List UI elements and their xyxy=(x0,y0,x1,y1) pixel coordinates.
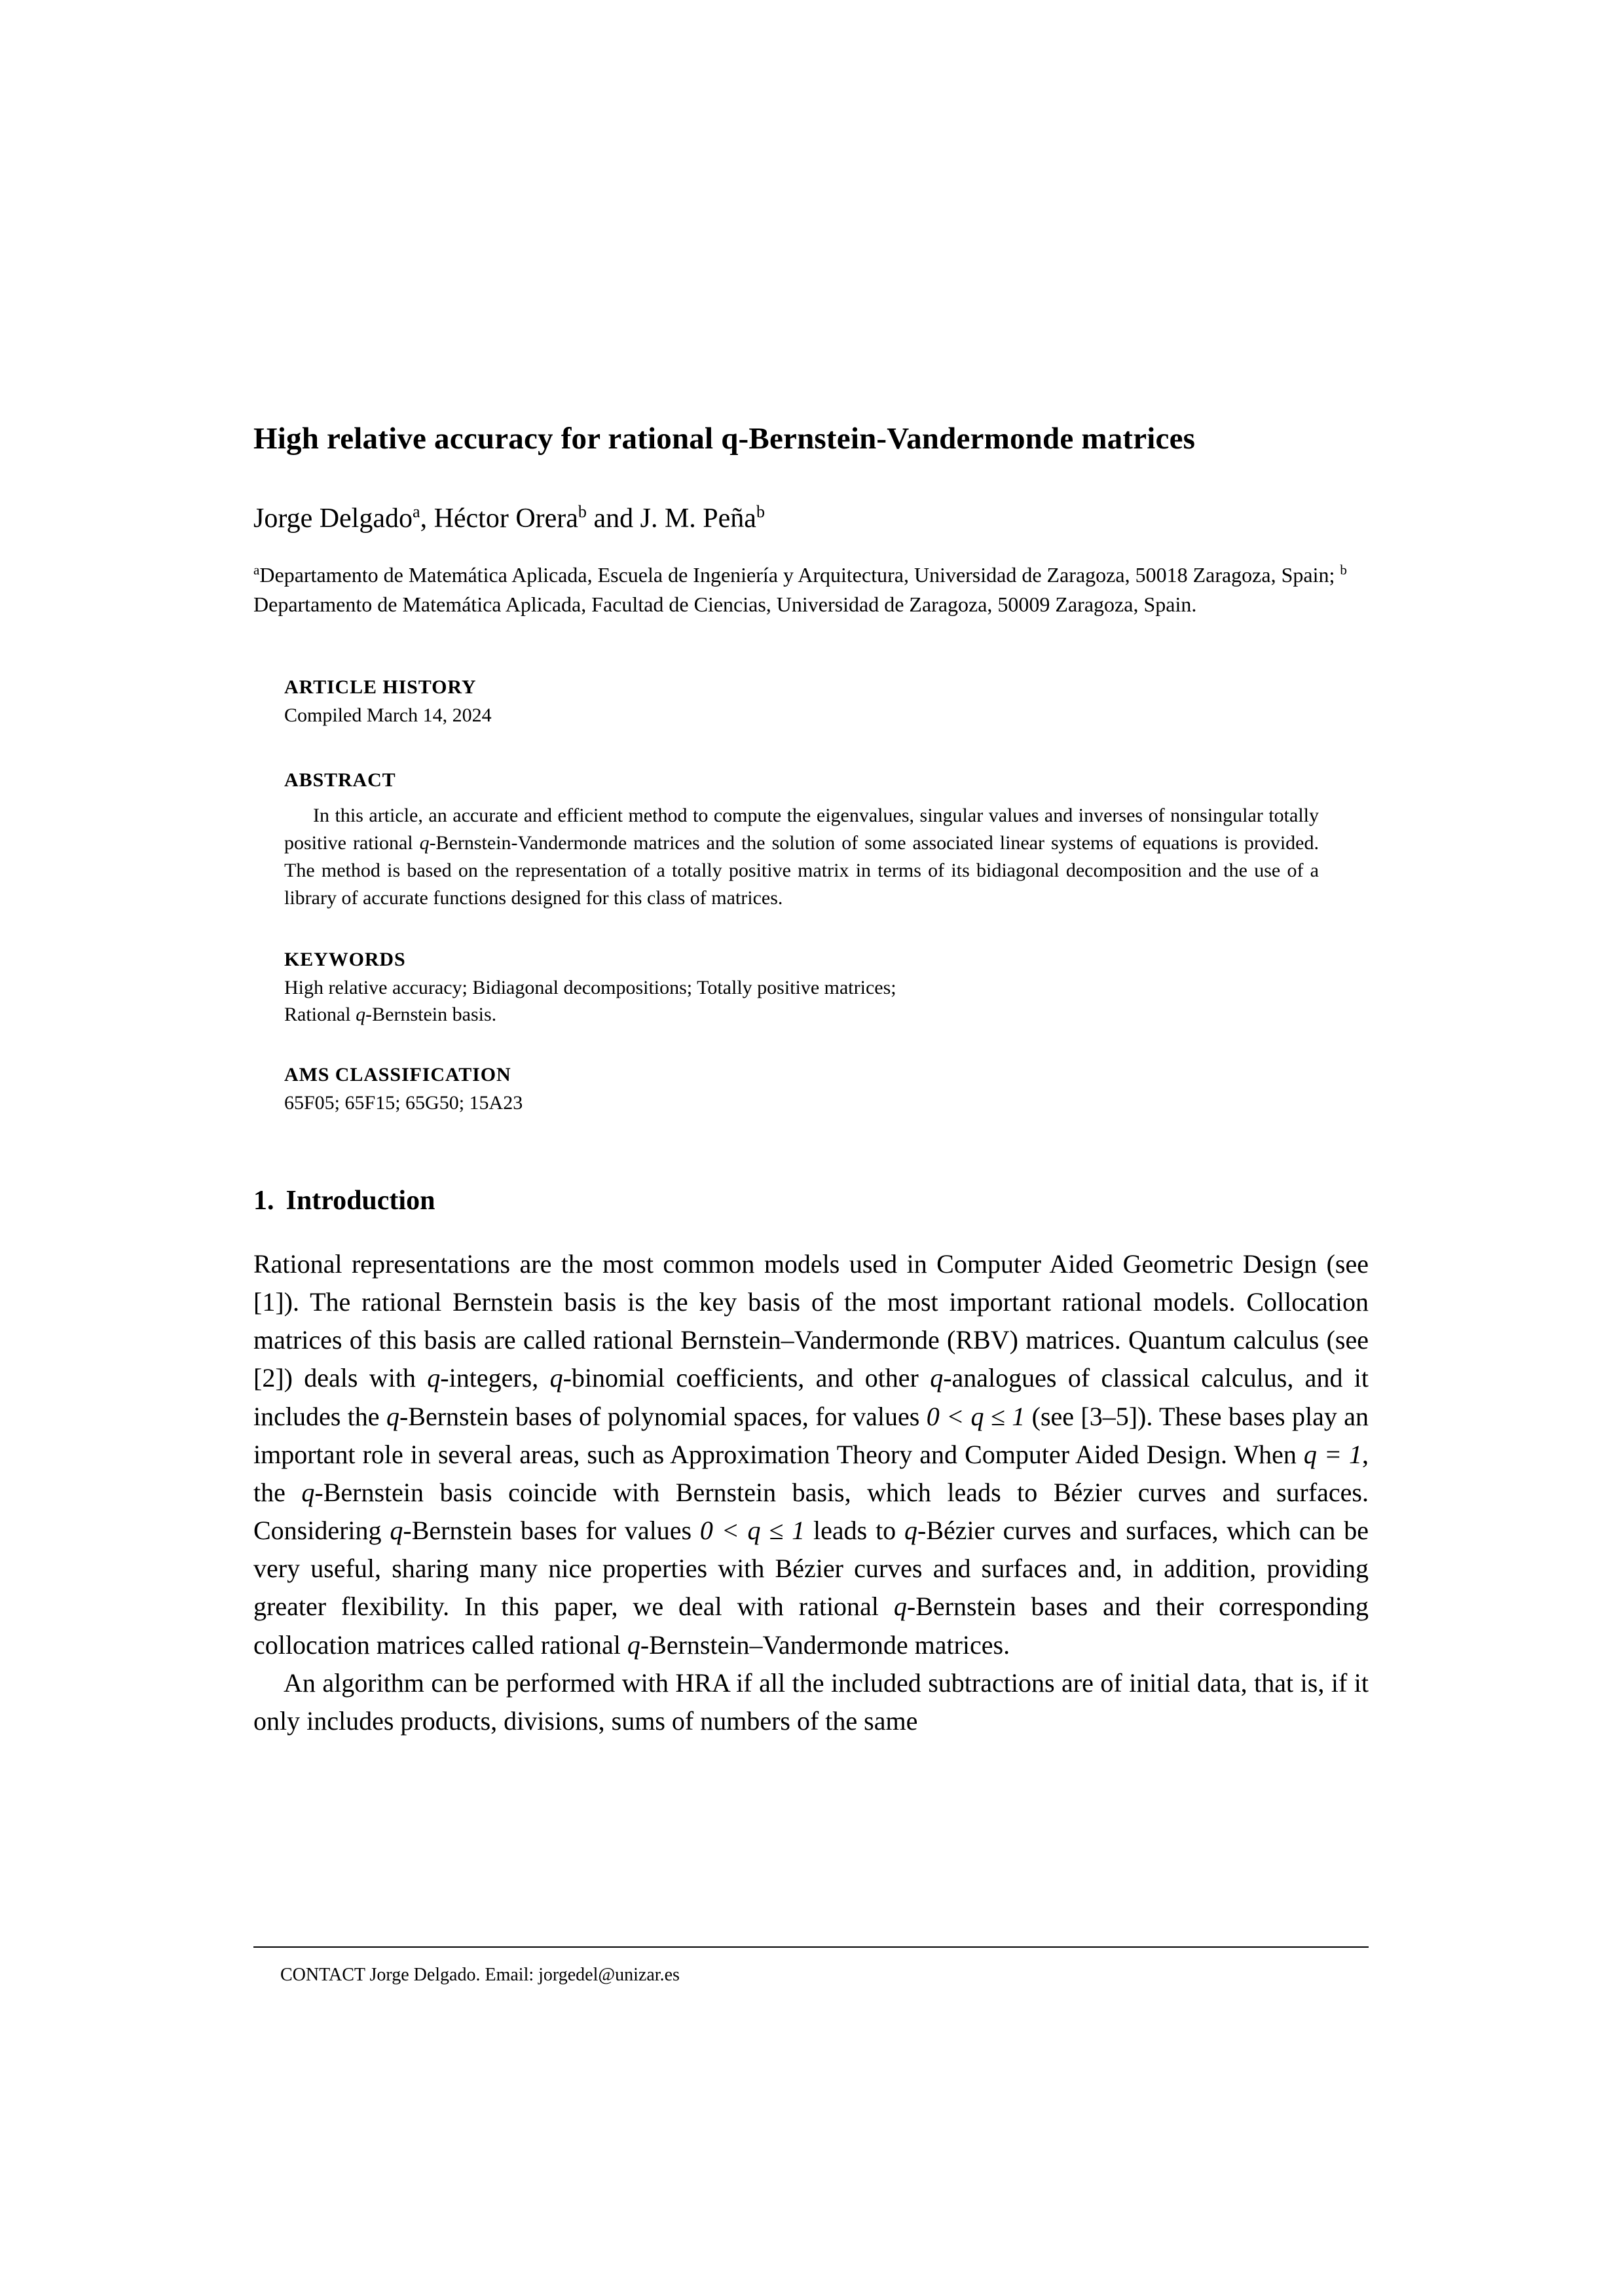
math-q-5: q xyxy=(301,1477,315,1507)
contact-label: CONTACT xyxy=(280,1965,365,1985)
section-heading-introduction xyxy=(253,1185,1369,1216)
keywords-heading: KEYWORDS xyxy=(284,949,406,971)
footnote-divider xyxy=(253,1946,1369,1948)
intro-p1-s4: -analogues of classical calculus, and it includes the xyxy=(253,1363,1369,1431)
author-3-name: J. M. Peña xyxy=(640,503,756,534)
affiliation-a-text: Departamento de Matemática Aplicada, Escuela de Ingeniería y Arquitectura, Universidad de Zaragoza, 50018 Zaragoza, Spain; xyxy=(259,562,1335,587)
contact-details: Jorge Delgado. Email: jorgedel@unizar.es xyxy=(365,1965,680,1985)
author-list xyxy=(253,501,1369,537)
math-q-7: q xyxy=(904,1516,918,1546)
math-equation-q-equals-1: q = 1 xyxy=(1303,1439,1362,1469)
keywords-line-2-pre: Rational xyxy=(284,1004,356,1026)
abstract-paragraph xyxy=(284,802,1319,912)
paper-content xyxy=(253,419,1369,1740)
intro-p1-s8: -Bernstein basis coincide with Bernstein basis, which leads to Bézier curves and surfaces. Considering xyxy=(253,1477,1369,1546)
math-q-3: q xyxy=(930,1363,944,1393)
math-q-keywords: q xyxy=(356,1004,366,1026)
author-separator-1: , xyxy=(420,503,434,534)
affiliation-b-mark: b xyxy=(1340,562,1347,578)
intro-p1-s6: (see [3–5]). These bases play an important role in several areas, such as Approximation Theory and Computer Aided Design. When xyxy=(253,1401,1369,1469)
keywords-line-1: High relative accuracy; Bidiagonal decompositions; Totally positive matrices; xyxy=(284,977,896,999)
math-q-8: q xyxy=(893,1592,907,1622)
author-1-affil-mark: a xyxy=(413,502,420,522)
affiliation-b-text: Departamento de Matemática Aplicada, Facultad de Ciencias, Universidad de Zaragoza, 50009 Zaragoza, Spain. xyxy=(253,592,1197,617)
intro-p1-s2: -integers, xyxy=(440,1363,550,1393)
intro-p1-s3: -binomial coefficients, and other xyxy=(563,1363,931,1393)
intro-p1-s13: -Bernstein–Vandermonde matrices. xyxy=(640,1630,1010,1660)
intro-p1-s11: -Bézier curves and surfaces, which can be very useful, sharing many nice properties with Bézier curves and surfaces and, in addition, providing greater flexibility. In this paper, we deal with rational xyxy=(253,1516,1369,1622)
abstract-part-1: In this article, an accurate and efficient method to compute the eigenvalues, singular values and inverses of nonsingular totally positive rational xyxy=(284,805,1319,854)
author-2-affil-mark: b xyxy=(578,502,587,522)
introduction-body xyxy=(253,1245,1369,1740)
affiliation-a-mark: a xyxy=(253,562,260,578)
contact-footnote xyxy=(280,1963,1367,1987)
intro-p1-s7: , the xyxy=(253,1439,1369,1507)
introduction-paragraph-1 xyxy=(253,1245,1369,1664)
section-title: Introduction xyxy=(286,1185,435,1216)
ams-classification-heading: AMS CLASSIFICATION xyxy=(284,1063,511,1085)
ams-classification-codes: 65F05; 65F15; 65G50; 15A23 xyxy=(284,1091,523,1114)
abstract-part-2: -Bernstein-Vandermonde matrices and the solution of some associated linear systems of equations is provided. The method is based on the representation of a totally positive matrix in terms of its bidiagonal decomposition and the use of a library of accurate functions designed for this class of matrices. xyxy=(284,832,1319,909)
math-inequality-1: 0 < q ≤ 1 xyxy=(926,1401,1025,1431)
keywords-line-2 xyxy=(284,1002,1319,1029)
abstract-text xyxy=(284,802,1319,912)
article-history-heading: ARTICLE HISTORY xyxy=(284,676,477,698)
math-q-2: q xyxy=(549,1363,563,1393)
math-q-1: q xyxy=(427,1363,441,1393)
page-title: High relative accuracy for rational q-Bernstein-Vandermonde matrices xyxy=(253,422,1196,456)
math-q-4: q xyxy=(386,1401,399,1431)
author-separator-2: and xyxy=(586,503,640,534)
intro-p1-s9: -Bernstein bases for values xyxy=(403,1516,700,1546)
keywords-text xyxy=(284,975,1319,1029)
keywords-block xyxy=(284,949,1319,1029)
math-q-9: q xyxy=(627,1630,640,1660)
intro-p1-s1: Rational representations are the most common models used in Computer Aided Geometric Design (see [1]). The rational Bernstein basis is the key basis of the most important rational models. Collocation matrices of this basis are called rational Bernstein–Vandermonde (RBV) matrices. Quantum calculus (see [2]) deals with xyxy=(253,1248,1369,1393)
author-2-name: Héctor Orera xyxy=(434,503,578,534)
article-history-compiled-date: Compiled March 14, 2024 xyxy=(284,704,492,726)
intro-p1-s5: -Bernstein bases of polynomial spaces, for values xyxy=(399,1401,927,1431)
author-1-name: Jorge Delgado xyxy=(253,503,413,534)
math-inequality-2: 0 < q ≤ 1 xyxy=(699,1516,805,1546)
introduction-paragraph-2: An algorithm can be performed with HRA if all the included subtractions are of initial data, that is, if it only includes products, divisions, sums of numbers of the same xyxy=(253,1667,1369,1736)
affiliation-list xyxy=(253,560,1360,620)
article-history-block xyxy=(284,676,1319,729)
abstract-heading: ABSTRACT xyxy=(284,769,396,792)
math-q-6: q xyxy=(390,1516,403,1546)
intro-p1-s12: -Bernstein bases and their corresponding collocation matrices called rational xyxy=(253,1592,1369,1660)
abstract-block xyxy=(284,769,1319,912)
ams-classification-block xyxy=(284,1064,1319,1117)
section-number: 1. xyxy=(253,1185,274,1216)
keywords-line-2-post: -Bernstein basis. xyxy=(365,1004,497,1026)
author-3-affil-mark: b xyxy=(756,502,765,522)
intro-p1-s10: leads to xyxy=(805,1516,905,1546)
math-q-abstract: q xyxy=(419,832,430,854)
